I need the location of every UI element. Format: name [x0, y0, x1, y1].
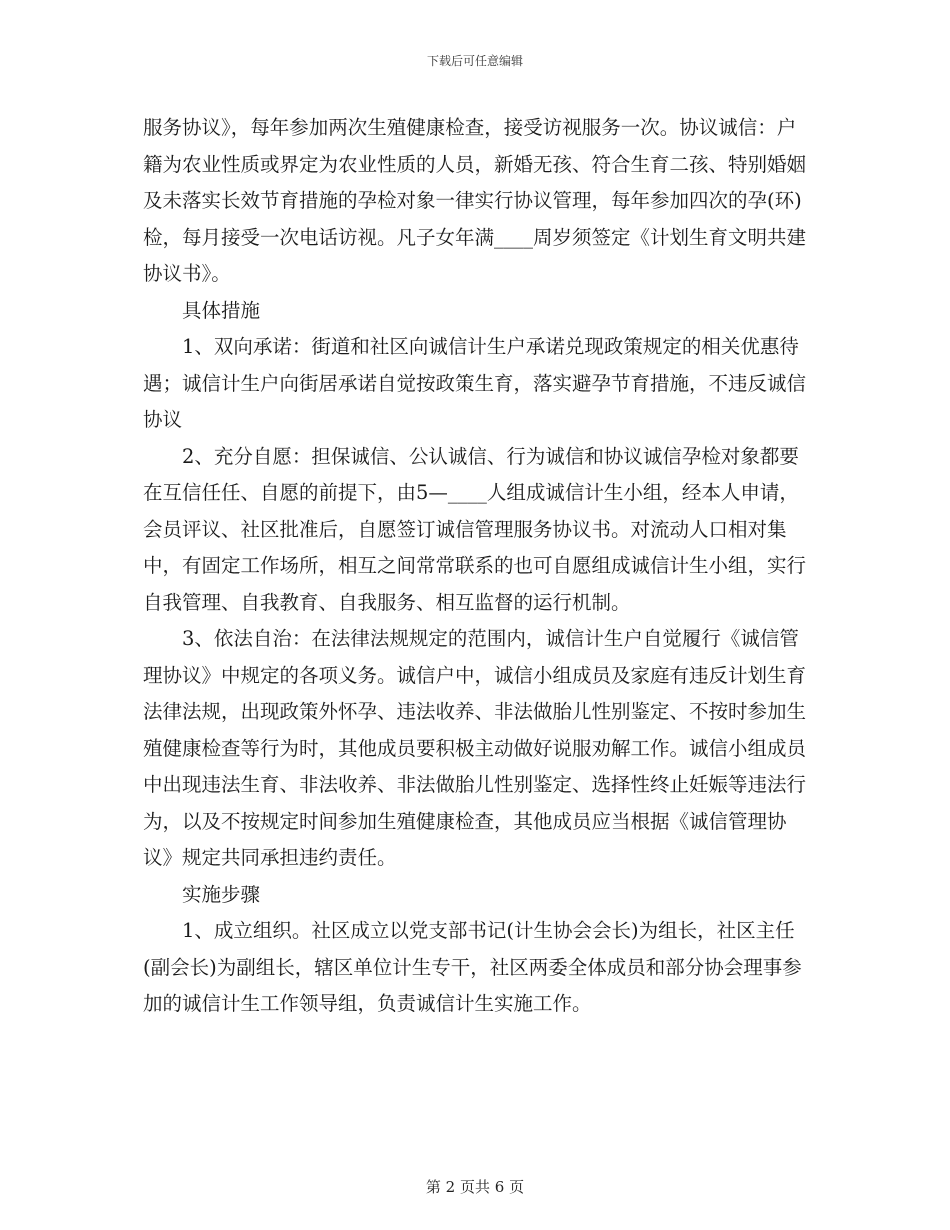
paragraph-item-2: 2、充分自愿：担保诚信、公认诚信、行为诚信和协议诚信孕检对象都要在互信任任、自愿的前提下，由5—____人组成诚信计生小组，经本人申请，会员评议、社区批准后，自愿签订诚信管理服务协议书。对流动人口相对集中，有固定工作场所，相互之间常常联系的也可自愿组成诚信计生小组，实行自我管理、自我教育、自我服务、相互监督的运行机制。 — [143, 444, 807, 614]
document-body — [143, 110, 815, 1023]
paragraph-step-1: 1、成立组织。社区成立以党支部书记(计生协会会长)为组长，社区主任(副会长)为副组长，辖区单位计生专干，社区两委全体成员和部分协会理事参加的诚信计生工作领导组，负责诚信计生实施工作。 — [143, 919, 802, 1015]
section-heading-steps: 实施步骤 — [182, 882, 261, 906]
page-header: 下载后可任意编辑 — [426, 54, 523, 68]
page-footer: 第 2 页共 6 页 — [425, 1178, 525, 1196]
paragraph-item-3: 3、依法自治：在法律法规规定的范围内，诚信计生户自觉履行《诚信管理协议》中规定的各项义务。诚信户中，诚信小组成员及家庭有违反计划生育法律法规，出现政策外怀孕、违法收养、非法做胎儿性别鉴定、不按时参加生殖健康检查等行为时，其他成员要积极主动做好说服劝解工作。诚信小组成员中出现违法生育、非法收养、非法做胎儿性别鉴定、选择性终止妊娠等违法行为，以及不按规定时间参加生殖健康检查，其他成员应当根据《诚信管理协议》规定共同承担违约责任。 — [143, 627, 807, 869]
section-heading-measures: 具体措施 — [182, 298, 261, 322]
paragraph-item-1: 1、双向承诺：街道和社区向诚信计生户承诺兑现政策规定的相关优惠待遇；诚信计生户向街居承诺自觉按政策生育，落实避孕节育措施，不违反诚信协议 — [143, 335, 807, 431]
paragraph-continuation: 服务协议》，每年参加两次生殖健康检查，接受访视服务一次。协议诚信：户籍为农业性质或界定为农业性质的人员，新婚无孩、符合生育二孩、特别婚姻及未落实长效节育措施的孕检对象一律实行协议管理，每年参加四次的孕(环)检，每月接受一次电话访视。凡子女年满____周岁须签定《计划生育文明共建协议书》。 — [143, 116, 807, 285]
